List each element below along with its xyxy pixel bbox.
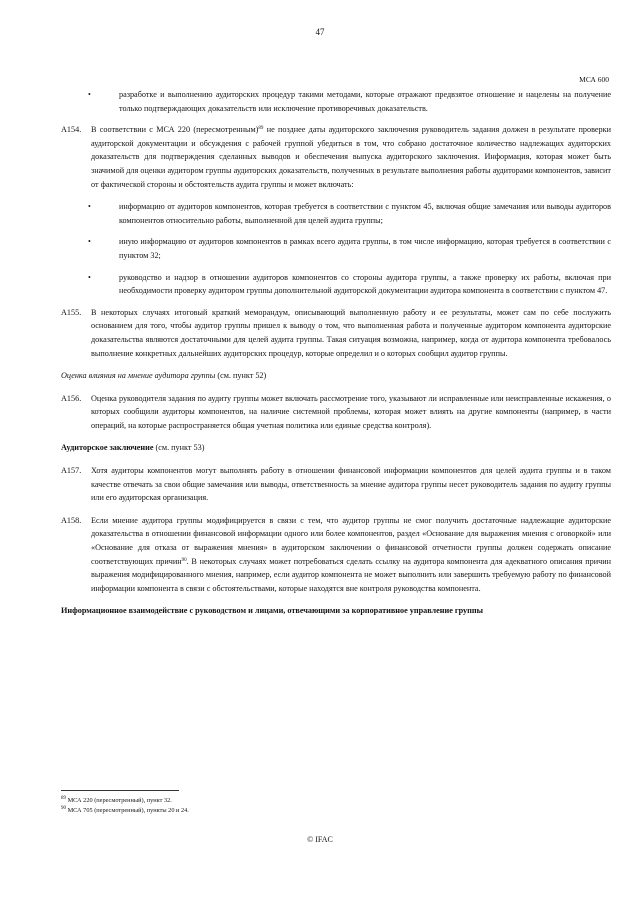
paragraph-a154-list [61, 200, 611, 298]
footnote-ref-89[interactable]: 89 [258, 126, 264, 132]
paragraph-a157 [61, 464, 611, 505]
heading-title: Аудиторское заключение [61, 443, 154, 453]
footnotes [61, 796, 189, 816]
footnote-90 [61, 806, 189, 816]
bullet-item [61, 88, 611, 115]
paragraph-text: В некоторых случаях итоговый краткий меморандум, описывающий выполненную работу и ее результаты, может сам по себе послужить основанием для того, чтобы аудитор группы пришел к выводу о том, что выполненная работа и полученные аудитором компонента аудиторские доказательства являются достаточными для целей аудита группы. Такая ситуация возможна, например, когда от аудитора компонента требовалось выполнение конкретных дальнейших аудиторских процедур, которые определил и о которых сообщил аудитор группы. [91, 307, 611, 358]
heading-title: Оценка влияния на мнение аудитора группы [61, 371, 216, 381]
footnote-ref-90[interactable]: 90 [181, 557, 187, 563]
paragraph-number: A154. [61, 125, 82, 135]
footnote-text: МСА 705 (пересмотренный), пункты 20 и 24. [66, 807, 189, 814]
section-heading-communication [61, 604, 611, 618]
footnote-89 [61, 796, 189, 806]
bullet-item [88, 200, 611, 227]
paragraph-text: В соответствии с МСА 220 (пересмотренным) [91, 125, 259, 135]
bullet-text: разработке и выполнению аудиторских процедур такими методами, которые отражают предвзятое отношение и нацелены на получение только подтверждающих доказательств или исключение противоречивых доказательств. [119, 90, 611, 113]
page-number: 47 [315, 27, 325, 37]
heading-reference: (см. пункт 52) [215, 371, 267, 381]
document-code: МСА 600 [579, 75, 609, 84]
bullet-item [88, 235, 611, 262]
bullet-text: руководство и надзор в отношении аудиторов компонентов со стороны аудитора группы, а также проверку их работы, включая при необходимости проверку аудитором группы дополнительной аудиторской документации аудитора компонента в соответствии с пунктом 47. [119, 272, 611, 296]
footnote-text: МСА 220 (пересмотренный), пункт 32. [66, 797, 172, 804]
paragraph-a155 [61, 306, 611, 360]
section-heading-auditor-report [61, 441, 611, 455]
paragraph-number: A157. [61, 466, 82, 476]
paragraph-a158 [61, 514, 611, 596]
paragraph-number: A158. [61, 515, 82, 525]
bullet-text: информацию от аудиторов компонентов, которая требуется в соответствии с пунктом 45, включая общие замечания или выводы аудиторов компонентов относительно работы, выполненной для целей аудита группы; [119, 202, 611, 225]
bullet-marker: • [88, 272, 91, 282]
footnote-mark: 89 [61, 796, 66, 801]
heading-reference: (см. пункт 53) [153, 443, 205, 453]
paragraph-text-cont: . В некоторых случаях может потребоваться сделать ссылку на аудитора компонента для адекватного описания причин выражения модифицированного мнения, например, если аудитор компонента не может выполнить или завершить требуемую работу по финансовой информации компонента в связи с обстоятельствами, которые находятся вне контроля руководства компонента. [91, 556, 611, 593]
bullet-marker: • [88, 202, 91, 212]
paragraph-text-cont: не позднее даты аудиторского заключения руководитель задания должен в результате проверки аудиторской документации и обсуждения с рабочей группой убедиться в том, что собрано достаточное количество надлежащих аудиторских доказательств для подтверждения сделанных выводов и обеспечения выпуска аудиторского заключения. Информация, которая может быть значимой для оценки аудитором группы аудиторских доказательств, полученных в результате выполнения работы аудиторами компонентов, зависит от фактической стороны и обстоятельств аудита группы и может включать: [91, 125, 612, 189]
paragraph-text: Оценка руководителя задания по аудиту группы может включать рассмотрение того, указывают ли исправленные или неисправленные искажения, о которых сообщили аудиторы компонентов, на наличие системной проблемы, которая может влиять на другие компоненты (например, в части операций, на которые распространяется общая учетная политика или единые средства контроля). [91, 393, 611, 430]
paragraph-number: A156. [61, 393, 82, 403]
copyright-footer: © IFAC [307, 835, 333, 844]
bullet-text: иную информацию от аудиторов компонентов в рамках всего аудита группы, в том числе информацию, которая требуется в соответствии с пунктом 32; [119, 237, 611, 260]
document-body [61, 88, 611, 627]
bullet-marker: • [88, 90, 91, 99]
bullet-marker: • [88, 237, 91, 247]
bullet-item [88, 271, 611, 298]
paragraph-a154 [61, 123, 611, 191]
paragraph-a156 [61, 392, 611, 433]
heading-title: Информационное взаимодействие с руководством и лицами, отвечающими за корпоративное управление группы [61, 606, 483, 616]
section-heading-group-opinion [61, 369, 611, 383]
paragraph-number: A155. [61, 307, 82, 317]
paragraph-text: Хотя аудиторы компонентов могут выполнять работу в отношении финансовой информации компонентов для целей аудита группы и в таком качестве отвечать за свои общие замечания или выводы, ответственность за мнение аудитора группы несет руководитель задания по аудиту группы или его аудиторская организация. [91, 466, 611, 503]
footnote-mark: 90 [61, 806, 66, 811]
paragraph-text: Если мнение аудитора группы модифицируется в связи с тем, что аудитор группы не смог получить достаточные надлежащие аудиторские доказательства в отношении финансовой информации одного или более компонентов, раздел «Основание для выражения мнения с оговоркой» или «Основание для отказа от выражения мнения» в аудиторском заключении о финансовой отчетности группы должен содержать описание соответствующих причин [91, 515, 611, 566]
footnote-separator [61, 790, 179, 791]
